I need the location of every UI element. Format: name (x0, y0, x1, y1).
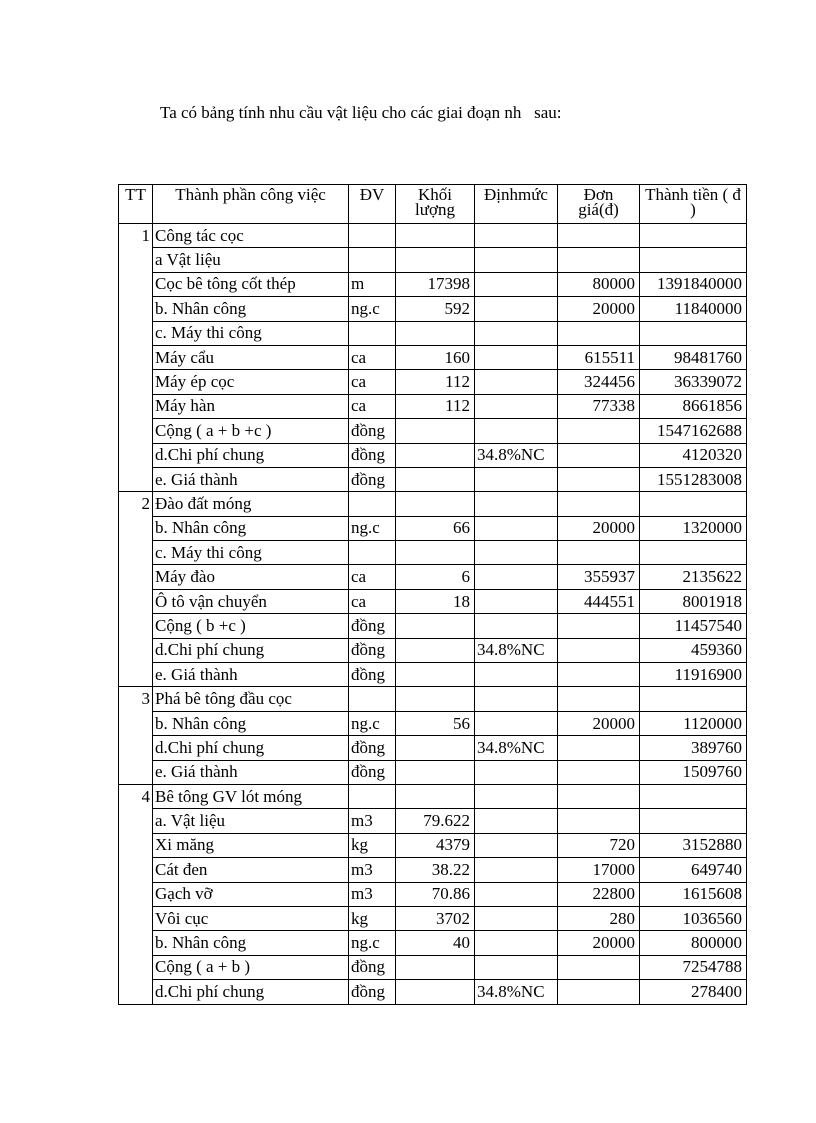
row-number (119, 321, 153, 345)
row-number (119, 882, 153, 906)
amount-cell: 1391840000 (640, 272, 747, 296)
table-body (119, 224, 747, 1005)
volume-cell: 18 (396, 589, 475, 613)
row-number (119, 858, 153, 882)
unit-cell: đồng (349, 467, 396, 491)
amount-cell: 1509760 (640, 760, 747, 784)
price-cell: 720 (558, 833, 640, 857)
amount-cell (640, 541, 747, 565)
task-cell: Máy cẩu (153, 345, 349, 369)
price-cell: 17000 (558, 858, 640, 882)
price-cell (558, 614, 640, 638)
task-cell: Máy đào (153, 565, 349, 589)
table-row (119, 882, 747, 906)
unit-cell: ca (349, 370, 396, 394)
price-cell: 80000 (558, 272, 640, 296)
table-row (119, 419, 747, 443)
unit-cell: ca (349, 565, 396, 589)
task-cell: Cộng ( b +c ) (153, 614, 349, 638)
norm-cell: 34.8%NC (475, 980, 558, 1004)
price-cell (558, 443, 640, 467)
row-number (119, 955, 153, 979)
header-unit: ĐV (349, 185, 396, 224)
norm-cell (475, 248, 558, 272)
row-number (119, 443, 153, 467)
amount-cell (640, 492, 747, 516)
table-row (119, 589, 747, 613)
volume-cell: 112 (396, 370, 475, 394)
row-number (119, 614, 153, 638)
table-row (119, 906, 747, 930)
unit-cell: m (349, 272, 396, 296)
amount-cell: 4120320 (640, 443, 747, 467)
task-cell: b. Nhân công (153, 711, 349, 735)
table-row (119, 980, 747, 1004)
price-cell (558, 687, 640, 711)
unit-cell: đồng (349, 663, 396, 687)
amount-cell: 1120000 (640, 711, 747, 735)
task-cell: Cọc bê tông cốt thép (153, 272, 349, 296)
amount-cell: 8661856 (640, 394, 747, 418)
task-cell: Ô tô vận chuyển (153, 589, 349, 613)
row-number (119, 272, 153, 296)
row-number (119, 541, 153, 565)
norm-cell (475, 345, 558, 369)
unit-cell (349, 492, 396, 516)
volume-cell: 79.622 (396, 809, 475, 833)
table-row (119, 663, 747, 687)
unit-cell (349, 248, 396, 272)
price-cell: 20000 (558, 516, 640, 540)
row-number (119, 663, 153, 687)
volume-cell (396, 663, 475, 687)
price-cell (558, 736, 640, 760)
table-row (119, 224, 747, 248)
task-cell: Phá bê tông đầu cọc (153, 687, 349, 711)
row-number (119, 297, 153, 321)
task-cell: c. Máy thi công (153, 541, 349, 565)
unit-cell: đồng (349, 614, 396, 638)
task-cell: b. Nhân công (153, 297, 349, 321)
table-row (119, 931, 747, 955)
header-tt: TT (119, 185, 153, 224)
amount-cell (640, 321, 747, 345)
task-cell: Máy hàn (153, 394, 349, 418)
volume-cell (396, 248, 475, 272)
task-cell: b. Nhân công (153, 516, 349, 540)
price-cell (558, 980, 640, 1004)
table-row (119, 370, 747, 394)
row-number (119, 931, 153, 955)
price-cell (558, 321, 640, 345)
volume-cell: 70.86 (396, 882, 475, 906)
norm-cell (475, 711, 558, 735)
row-number (119, 589, 153, 613)
unit-cell: ng.c (349, 516, 396, 540)
norm-cell (475, 687, 558, 711)
price-cell (558, 541, 640, 565)
volume-cell: 160 (396, 345, 475, 369)
norm-cell (475, 370, 558, 394)
row-number (119, 736, 153, 760)
norm-cell (475, 809, 558, 833)
norm-cell (475, 589, 558, 613)
amount-cell: 1615608 (640, 882, 747, 906)
norm-cell (475, 833, 558, 857)
amount-cell (640, 784, 747, 808)
unit-cell: ng.c (349, 711, 396, 735)
price-cell: 22800 (558, 882, 640, 906)
table-row (119, 955, 747, 979)
row-number (119, 516, 153, 540)
table-row (119, 809, 747, 833)
unit-cell: đồng (349, 955, 396, 979)
volume-cell (396, 638, 475, 662)
row-number: 4 (119, 784, 153, 808)
unit-cell: ng.c (349, 931, 396, 955)
amount-cell: 1547162688 (640, 419, 747, 443)
volume-cell (396, 467, 475, 491)
amount-cell: 1320000 (640, 516, 747, 540)
amount-cell: 800000 (640, 931, 747, 955)
volume-cell: 592 (396, 297, 475, 321)
price-cell: 324456 (558, 370, 640, 394)
amount-cell: 98481760 (640, 345, 747, 369)
task-cell: d.Chi phí chung (153, 443, 349, 467)
row-number (119, 833, 153, 857)
volume-cell (396, 687, 475, 711)
price-cell (558, 638, 640, 662)
amount-cell: 7254788 (640, 955, 747, 979)
row-number: 1 (119, 224, 153, 248)
header-amount: Thành tiền ( đ ) (640, 185, 747, 224)
task-cell: c. Máy thi công (153, 321, 349, 345)
task-cell: Vôi cục (153, 906, 349, 930)
table-row (119, 272, 747, 296)
header-norm: Địnhmức (475, 185, 558, 224)
task-cell: Cộng ( a + b ) (153, 955, 349, 979)
row-number (119, 419, 153, 443)
volume-cell (396, 443, 475, 467)
unit-cell: ca (349, 394, 396, 418)
price-cell (558, 809, 640, 833)
table-row (119, 248, 747, 272)
unit-cell (349, 541, 396, 565)
intro-text: Ta có bảng tính nhu cầu vật liệu cho các giai đoạn nh sau: (160, 103, 562, 122)
norm-cell (475, 663, 558, 687)
norm-cell (475, 492, 558, 516)
task-cell: Máy ép cọc (153, 370, 349, 394)
norm-cell (475, 614, 558, 638)
price-cell: 444551 (558, 589, 640, 613)
table-row (119, 345, 747, 369)
price-cell (558, 467, 640, 491)
norm-cell (475, 272, 558, 296)
volume-cell: 3702 (396, 906, 475, 930)
price-cell (558, 224, 640, 248)
unit-cell (349, 784, 396, 808)
task-cell: d.Chi phí chung (153, 736, 349, 760)
header-volume: Khối lượng (396, 185, 475, 224)
table-row (119, 467, 747, 491)
unit-cell: đồng (349, 980, 396, 1004)
volume-cell (396, 541, 475, 565)
norm-cell (475, 321, 558, 345)
price-cell: 77338 (558, 394, 640, 418)
cost-table (118, 184, 747, 1005)
volume-cell (396, 321, 475, 345)
row-number (119, 345, 153, 369)
task-cell: a. Vật liệu (153, 809, 349, 833)
table-row (119, 565, 747, 589)
volume-cell (396, 736, 475, 760)
unit-cell (349, 687, 396, 711)
norm-cell (475, 931, 558, 955)
row-number (119, 638, 153, 662)
amount-cell: 8001918 (640, 589, 747, 613)
unit-cell: kg (349, 906, 396, 930)
row-number (119, 906, 153, 930)
header-row (119, 185, 747, 224)
norm-cell (475, 297, 558, 321)
volume-cell (396, 614, 475, 638)
unit-cell (349, 224, 396, 248)
amount-cell (640, 809, 747, 833)
volume-cell: 66 (396, 516, 475, 540)
price-cell (558, 419, 640, 443)
task-cell: d.Chi phí chung (153, 638, 349, 662)
row-number: 2 (119, 492, 153, 516)
task-cell: d.Chi phí chung (153, 980, 349, 1004)
volume-cell: 56 (396, 711, 475, 735)
price-cell: 615511 (558, 345, 640, 369)
task-cell: Gạch vỡ (153, 882, 349, 906)
volume-cell (396, 760, 475, 784)
row-number (119, 809, 153, 833)
amount-cell (640, 687, 747, 711)
table-row (119, 687, 747, 711)
row-number (119, 980, 153, 1004)
row-number (119, 394, 153, 418)
amount-cell: 389760 (640, 736, 747, 760)
price-cell: 20000 (558, 711, 640, 735)
norm-cell (475, 419, 558, 443)
volume-cell (396, 955, 475, 979)
task-cell: Công tác cọc (153, 224, 349, 248)
amount-cell: 459360 (640, 638, 747, 662)
amount-cell: 1036560 (640, 906, 747, 930)
amount-cell: 11457540 (640, 614, 747, 638)
unit-cell: đồng (349, 443, 396, 467)
amount-cell: 11840000 (640, 297, 747, 321)
row-number (119, 760, 153, 784)
volume-cell: 112 (396, 394, 475, 418)
volume-cell: 4379 (396, 833, 475, 857)
norm-cell (475, 224, 558, 248)
amount-cell (640, 248, 747, 272)
table-row (119, 760, 747, 784)
unit-cell: đồng (349, 638, 396, 662)
amount-cell: 2135622 (640, 565, 747, 589)
amount-cell: 278400 (640, 980, 747, 1004)
row-number (119, 565, 153, 589)
norm-cell (475, 516, 558, 540)
unit-cell: m3 (349, 858, 396, 882)
table-row (119, 297, 747, 321)
norm-cell (475, 882, 558, 906)
volume-cell (396, 224, 475, 248)
table-row (119, 443, 747, 467)
unit-cell: đồng (349, 736, 396, 760)
amount-cell: 3152880 (640, 833, 747, 857)
unit-cell (349, 321, 396, 345)
unit-cell: m3 (349, 809, 396, 833)
volume-cell (396, 419, 475, 443)
unit-cell: kg (349, 833, 396, 857)
amount-cell: 1551283008 (640, 467, 747, 491)
unit-cell: m3 (349, 882, 396, 906)
price-cell: 20000 (558, 931, 640, 955)
table-row (119, 394, 747, 418)
amount-cell: 11916900 (640, 663, 747, 687)
volume-cell (396, 492, 475, 516)
norm-cell (475, 541, 558, 565)
task-cell: Đào đất móng (153, 492, 349, 516)
row-number (119, 248, 153, 272)
task-cell: Cát đen (153, 858, 349, 882)
table-row (119, 784, 747, 808)
unit-cell: đồng (349, 760, 396, 784)
task-cell: Cộng ( a + b +c ) (153, 419, 349, 443)
norm-cell: 34.8%NC (475, 736, 558, 760)
norm-cell (475, 955, 558, 979)
norm-cell: 34.8%NC (475, 443, 558, 467)
unit-cell: đồng (349, 419, 396, 443)
price-cell: 280 (558, 906, 640, 930)
task-cell: b. Nhân công (153, 931, 349, 955)
norm-cell (475, 784, 558, 808)
header-task: Thành phần công việc (153, 185, 349, 224)
unit-cell: ng.c (349, 297, 396, 321)
table-row (119, 833, 747, 857)
table-row (119, 541, 747, 565)
amount-cell: 649740 (640, 858, 747, 882)
norm-cell (475, 394, 558, 418)
unit-cell: ca (349, 589, 396, 613)
amount-cell (640, 224, 747, 248)
task-cell: e. Giá thành (153, 467, 349, 491)
task-cell: e. Giá thành (153, 760, 349, 784)
norm-cell (475, 760, 558, 784)
task-cell: a Vật liệu (153, 248, 349, 272)
volume-cell: 17398 (396, 272, 475, 296)
norm-cell (475, 467, 558, 491)
volume-cell: 38.22 (396, 858, 475, 882)
table-row (119, 711, 747, 735)
norm-cell (475, 858, 558, 882)
table-row (119, 516, 747, 540)
price-cell (558, 760, 640, 784)
table-row (119, 858, 747, 882)
norm-cell (475, 906, 558, 930)
norm-cell: 34.8%NC (475, 638, 558, 662)
price-cell (558, 663, 640, 687)
price-cell (558, 784, 640, 808)
volume-cell (396, 784, 475, 808)
unit-cell: ca (349, 345, 396, 369)
volume-cell: 40 (396, 931, 475, 955)
header-price: Đơn giá(đ) (558, 185, 640, 224)
row-number: 3 (119, 687, 153, 711)
table-row (119, 614, 747, 638)
volume-cell: 6 (396, 565, 475, 589)
amount-cell: 36339072 (640, 370, 747, 394)
price-cell: 20000 (558, 297, 640, 321)
volume-cell (396, 980, 475, 1004)
table-row (119, 321, 747, 345)
table-row (119, 638, 747, 662)
row-number (119, 467, 153, 491)
price-cell (558, 955, 640, 979)
task-cell: Xi măng (153, 833, 349, 857)
price-cell (558, 492, 640, 516)
price-cell: 355937 (558, 565, 640, 589)
row-number (119, 370, 153, 394)
price-cell (558, 248, 640, 272)
task-cell: Bê tông GV lót móng (153, 784, 349, 808)
task-cell: e. Giá thành (153, 663, 349, 687)
table-row (119, 492, 747, 516)
row-number (119, 711, 153, 735)
norm-cell (475, 565, 558, 589)
table-row (119, 736, 747, 760)
